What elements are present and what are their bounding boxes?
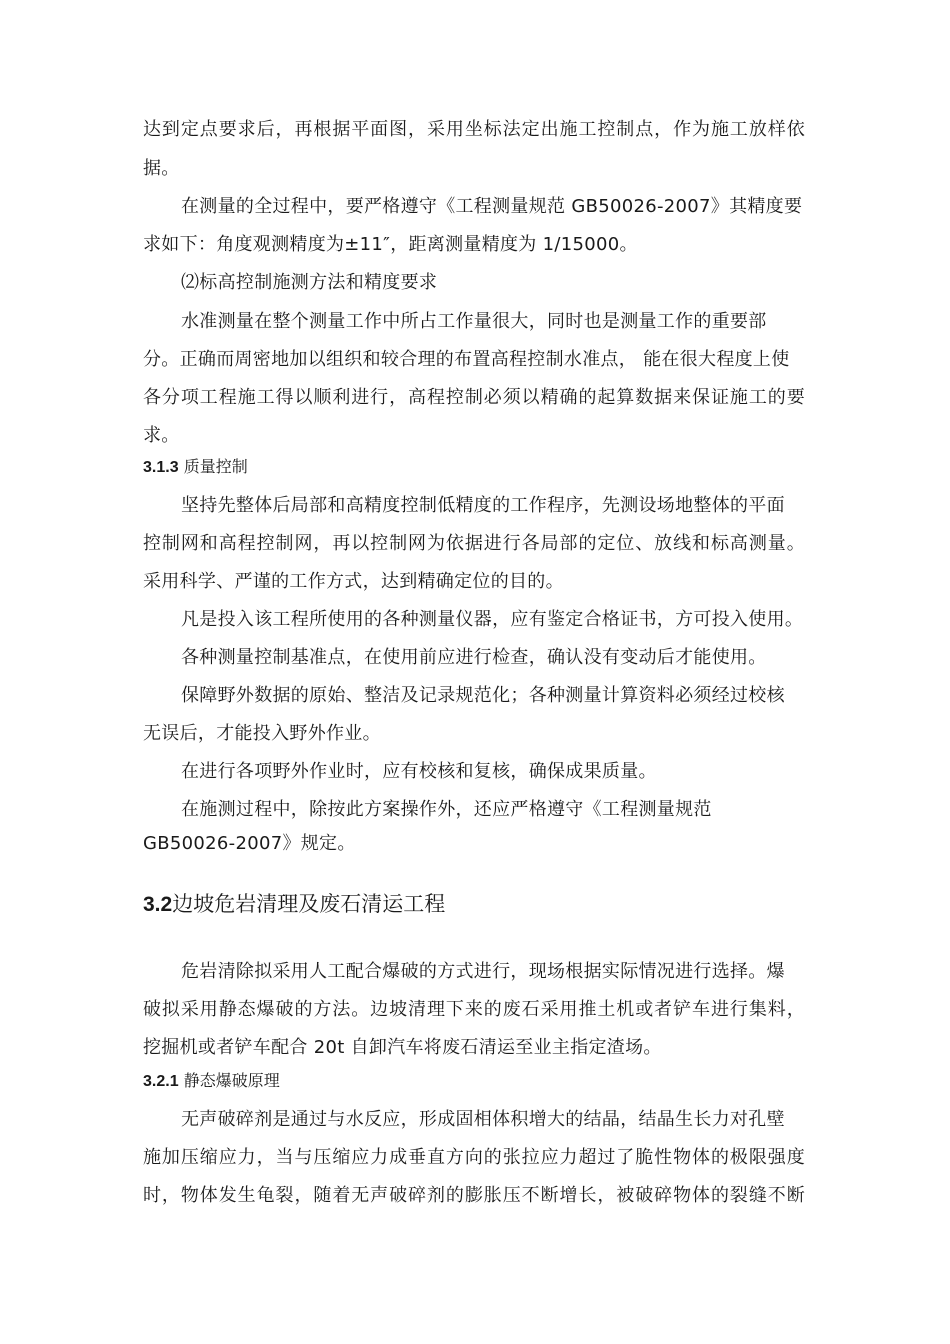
paragraph-line: 求。	[143, 425, 180, 446]
paragraph-line: 控制网和高程控制网，再以控制网为依据进行各局部的定位、放线和标高测量。	[143, 533, 805, 554]
paragraph-line: 在进行各项野外作业时，应有校核和复核，确保成果质量。	[181, 761, 657, 782]
heading-text: 边坡危岩清理及废石清运工程	[172, 892, 446, 916]
paragraph-line: 各分项工程施工得以顺利进行，高程控制必须以精确的起算数据来保证施工的要	[143, 387, 805, 408]
paragraph-line: GB50026-2007》规定。	[143, 833, 356, 854]
section-heading-3-1-3	[143, 456, 248, 479]
paragraph-line: 水准测量在整个测量工作中所占工作量很大，同时也是测量工作的重要部	[181, 311, 767, 332]
paragraph-line: 各种测量控制基准点，在使用前应进行检查，确认没有变动后才能使用。	[181, 647, 767, 668]
paragraph-line: 危岩清除拟采用人工配合爆破的方式进行，现场根据实际情况进行选择。爆	[181, 961, 785, 982]
paragraph-line: 坚持先整体后局部和高精度控制低精度的工作程序，先测设场地整体的平面	[181, 495, 785, 516]
subsection-label: ⑵标高控制施测方法和精度要求	[181, 272, 438, 293]
paragraph-line: 破拟采用静态爆破的方法。边坡清理下来的废石采用推土机或者铲车进行集料，	[143, 999, 805, 1020]
paragraph-line: 挖掘机或者铲车配合 20t 自卸汽车将废石清运至业主指定渣场。	[143, 1037, 662, 1058]
paragraph-line: 凡是投入该工程所使用的各种测量仪器，应有鉴定合格证书，方可投入使用。	[181, 609, 804, 630]
section-heading-3-2-1	[143, 1070, 280, 1093]
paragraph-line: 施加压缩应力，当与压缩应力成垂直方向的张拉应力超过了脆性物体的极限强度	[143, 1147, 805, 1168]
paragraph-line: 分。正确而周密地加以组织和较合理的布置高程控制水准点， 能在很大程度上使	[143, 349, 790, 370]
paragraph-line: 求如下：角度观测精度为±11″，距离测量精度为 1/15000。	[143, 234, 638, 255]
paragraph-line: 无误后，才能投入野外作业。	[143, 723, 381, 744]
paragraph-line: 采用科学、严谨的工作方式，达到精确定位的目的。	[143, 571, 564, 592]
heading-text: 静态爆破原理	[183, 1071, 280, 1090]
paragraph-line: 据。	[143, 158, 180, 179]
heading-number: 3.1.3	[143, 459, 179, 476]
heading-number: 3.2.1	[143, 1073, 179, 1090]
heading-text: 质量控制	[183, 457, 248, 476]
paragraph-line: 在测量的全过程中，要严格遵守《工程测量规范 GB50026-2007》其精度要	[181, 196, 803, 217]
heading-number: 3.2	[143, 893, 173, 916]
paragraph-line: 保障野外数据的原始、整洁及记录规范化；各种测量计算资料必须经过校核	[181, 685, 785, 706]
paragraph-line: 无声破碎剂是通过与水反应，形成固相体积增大的结晶，结晶生长力对孔壁	[181, 1109, 785, 1130]
paragraph-line: 时，物体发生龟裂，随着无声破碎剂的膨胀压不断增长，被破碎物体的裂缝不断	[143, 1185, 805, 1206]
paragraph-line: 达到定点要求后，再根据平面图，采用坐标法定出施工控制点，作为施工放样依	[143, 119, 805, 140]
paragraph-line: 在施测过程中，除按此方案操作外，还应严格遵守《工程测量规范	[181, 799, 712, 820]
section-heading-3-2	[143, 890, 445, 919]
